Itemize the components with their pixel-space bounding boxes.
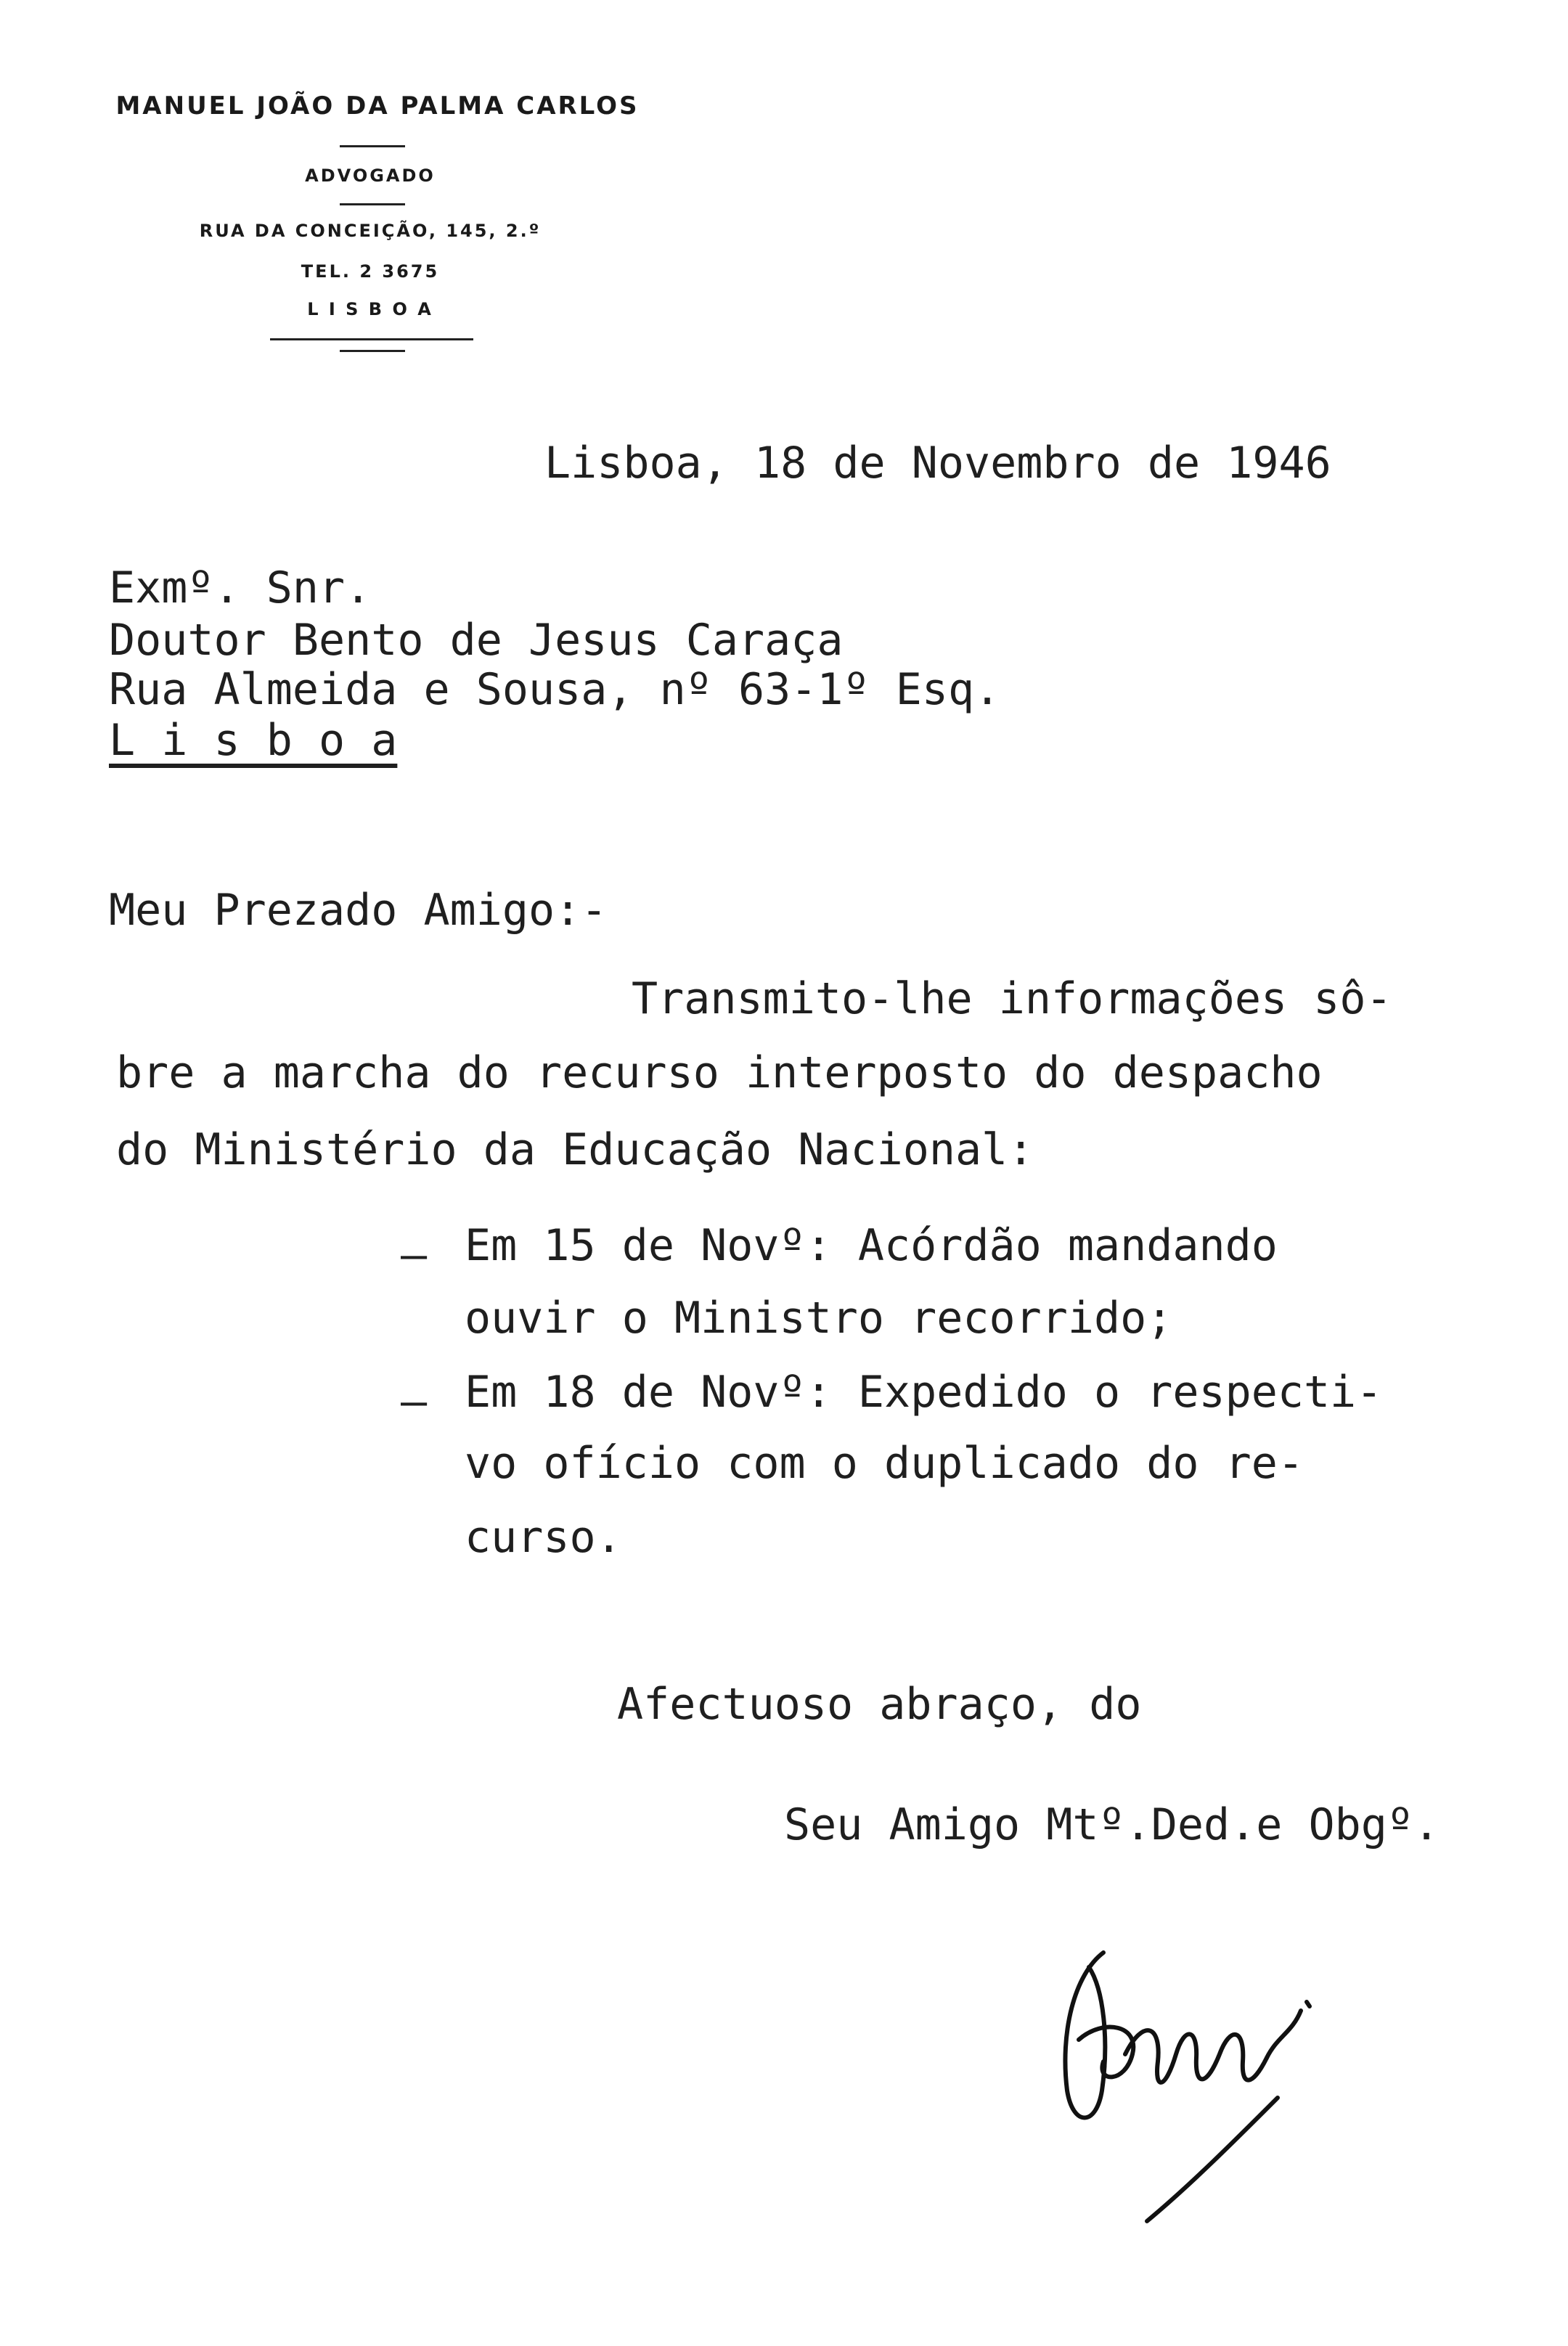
recipient-city: L i s b o a (109, 715, 398, 766)
list-item-line: Em 15 de Novº: Acórdão mandando (465, 1220, 1278, 1271)
letterhead-divider (340, 145, 405, 147)
body-line: do Ministério da Educação Nacional: (116, 1124, 1034, 1175)
list-item-line: vo ofício com o duplicado do re- (465, 1438, 1304, 1489)
greeting: Meu Prezado Amigo:- (109, 885, 608, 936)
list-item-line: curso. (465, 1512, 622, 1563)
date-line: Lisboa, 18 de Novembro de 1946 (544, 438, 1331, 489)
list-bullet: – (401, 1230, 428, 1280)
sign-off: Seu Amigo Mtº.Ded.e Obgº. (784, 1799, 1440, 1850)
recipient-name: Doutor Bento de Jesus Caraça (109, 615, 844, 666)
letterhead-address: RUA DA CONCEIÇÃO, 145, 2.º (199, 221, 542, 241)
list-bullet: – (401, 1376, 428, 1427)
letterhead-name: MANUEL JOÃO DA PALMA CARLOS (115, 91, 640, 120)
recipient-street: Rua Almeida e Sousa, nº 63-1º Esq. (109, 664, 1001, 715)
letterhead-divider (340, 203, 405, 205)
letterhead-profession: ADVOGADO (305, 165, 436, 186)
list-item-line: Em 18 de Novº: Expedido o respecti- (465, 1367, 1383, 1418)
letterhead-underline (270, 338, 473, 340)
recipient-title: Exmº. Snr. (109, 563, 372, 613)
letterhead-phone: TEL. 2 3675 (301, 261, 440, 282)
handwritten-signature (1016, 1909, 1379, 2243)
list-item-line: ouvir o Ministro recorrido; (465, 1293, 1173, 1344)
body-line: bre a marcha do recurso interposto do despacho (116, 1047, 1323, 1098)
letterhead-divider (340, 350, 405, 352)
closing: Afectuoso abraço, do (617, 1679, 1142, 1730)
body-line: Transmito-lhe informações sô- (632, 973, 1392, 1024)
letterhead-city: L I S B O A (307, 299, 433, 319)
